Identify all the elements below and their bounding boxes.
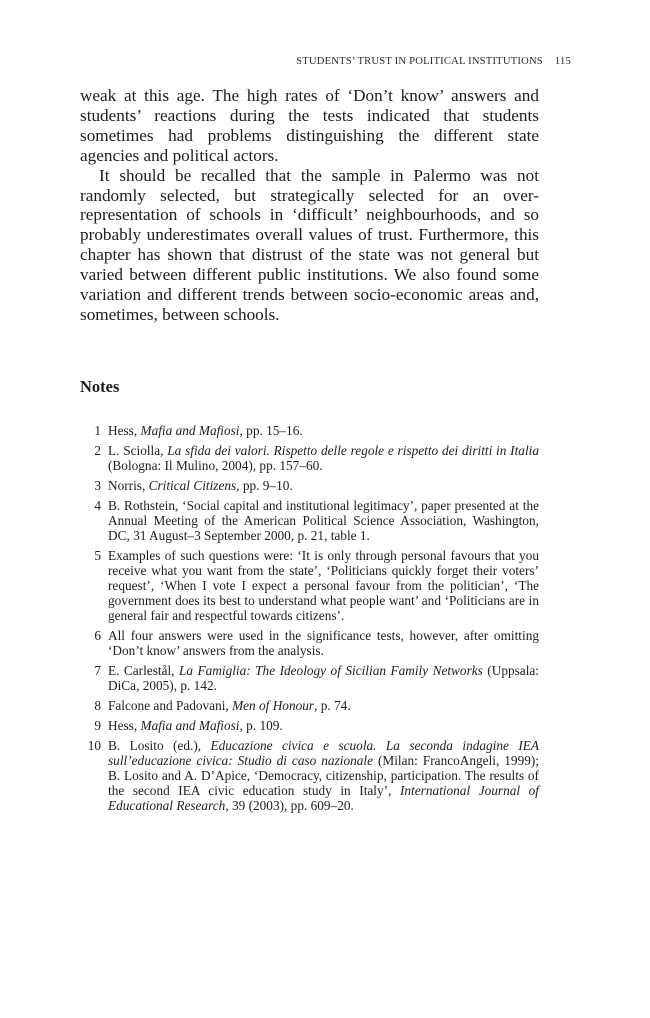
note-text-run: Hess, <box>108 423 141 438</box>
note-text-run: , 39 (2003), pp. 609–20. <box>225 798 354 813</box>
note-title-italic: Educazione civica e scuola. La seconda indagine IEA sull’educazione civica: Studio di caso nazionale <box>108 738 540 768</box>
note-number: 5 <box>94 548 101 563</box>
running-title: STUDENTS’ TRUST IN POLITICAL INSTITUTIONS <box>296 56 543 67</box>
note-item <box>80 738 539 813</box>
note-text-run: B. Losito (ed.), <box>108 738 211 753</box>
note-item <box>80 663 539 693</box>
notes-heading: Notes <box>80 377 120 396</box>
note-item <box>80 443 539 473</box>
note-text <box>108 548 539 623</box>
note-text <box>108 498 539 543</box>
note-text-run: L. Sciolla, <box>108 443 168 458</box>
note-number: 7 <box>94 663 101 678</box>
note-number: 1 <box>94 423 101 438</box>
note-number: 4 <box>94 498 101 513</box>
note-text-run: (Milan: FrancoAngeli, 1999); B. Losito and A. D’Apice, ‘Democracy, citizenship, participation. The results of the second IEA civic education study in Italy’, <box>108 753 539 798</box>
note-text <box>108 443 539 473</box>
note-item <box>80 548 539 623</box>
page-number: 115 <box>554 56 571 67</box>
note-title-italic: International Journal of Educational Research <box>108 783 539 813</box>
note-item <box>80 478 539 493</box>
note-title-italic: La sfida dei valori. Rispetto delle regole e rispetto dei diritti in Italia <box>167 443 539 458</box>
note-number: 9 <box>94 718 101 733</box>
notes-list <box>80 423 539 818</box>
note-text <box>108 628 539 658</box>
note-title-italic: Men of Honour <box>232 698 315 713</box>
note-number: 2 <box>94 443 101 458</box>
note-number: 6 <box>94 628 101 643</box>
note-text-run: , pp. 15–16. <box>239 423 303 438</box>
paragraph-1: weak at this age. The high rates of ‘Don’t know’ answers and students’ reactions during the tests indicated that students sometimes had problems distinguishing the different state agencies and political actors. <box>80 86 539 165</box>
note-text-run: All four answers were used in the significance tests, however, after omitting ‘Don’t know’ answers from the analysis. <box>108 628 539 658</box>
note-item <box>80 423 539 438</box>
note-text-run: E. Carlestål, <box>108 663 179 678</box>
note-title-italic: Mafia and Mafiosi <box>140 718 240 733</box>
note-text-run: (Uppsala: DiCa, 2005), p. 142. <box>108 663 539 693</box>
note-text <box>108 663 539 693</box>
note-text-run: B. Rothstein, ‘Social capital and institutional legitimacy’, paper presented at the Annual Meeting of the American Political Science Association, Washington, DC, 31 August–3 September 2000, p. 21, table 1. <box>108 498 539 543</box>
body-text <box>80 86 539 325</box>
note-text-run: Falcone and Padovani, <box>108 698 233 713</box>
note-text-run: Norris, <box>108 478 149 493</box>
note-item <box>80 698 539 713</box>
note-text-run: Hess, <box>108 718 141 733</box>
note-text-run: , pp. 9–10. <box>236 478 293 493</box>
note-item <box>80 498 539 543</box>
note-text <box>108 478 293 493</box>
note-item <box>80 628 539 658</box>
note-title-italic: La Famiglia: The Ideology of Sicilian Family Networks <box>178 663 483 678</box>
note-text <box>108 738 539 813</box>
note-number: 8 <box>94 698 101 713</box>
note-item <box>80 718 539 733</box>
running-header <box>80 56 571 67</box>
note-title-italic: Critical Citizens <box>148 478 237 493</box>
note-text-run: , p. 74. <box>314 698 351 713</box>
note-text-run: (Bologna: Il Mulino, 2004), pp. 157–60. <box>108 458 323 473</box>
note-text-run: , p. 109. <box>239 718 283 733</box>
note-text <box>108 423 303 438</box>
note-text <box>108 698 351 713</box>
note-text-run: Examples of such questions were: ‘It is only through personal favours that you receive what you want from the state’, ‘Politicians quickly forget their voters’ request’, ‘When I vote I expect a personal favour from the politician’, ‘The government does its best to understand what people want’ and ‘Politicians are in general fair and respectful towards citizens’. <box>108 548 539 623</box>
paragraph-2: It should be recalled that the sample in Palermo was not randomly selected, but strategically selected for an over-representation of schools in ‘difficult’ neighbourhoods, and so probably underestimates overall values of trust. Furthermore, this chapter has shown that distrust of the state was not general but varied between different public institutions. We also found some variation and different trends between socio-economic areas and, sometimes, between schools. <box>80 165 539 324</box>
note-text <box>108 718 283 733</box>
note-number: 3 <box>94 478 101 493</box>
note-number: 10 <box>87 738 101 753</box>
note-title-italic: Mafia and Mafiosi <box>140 423 240 438</box>
